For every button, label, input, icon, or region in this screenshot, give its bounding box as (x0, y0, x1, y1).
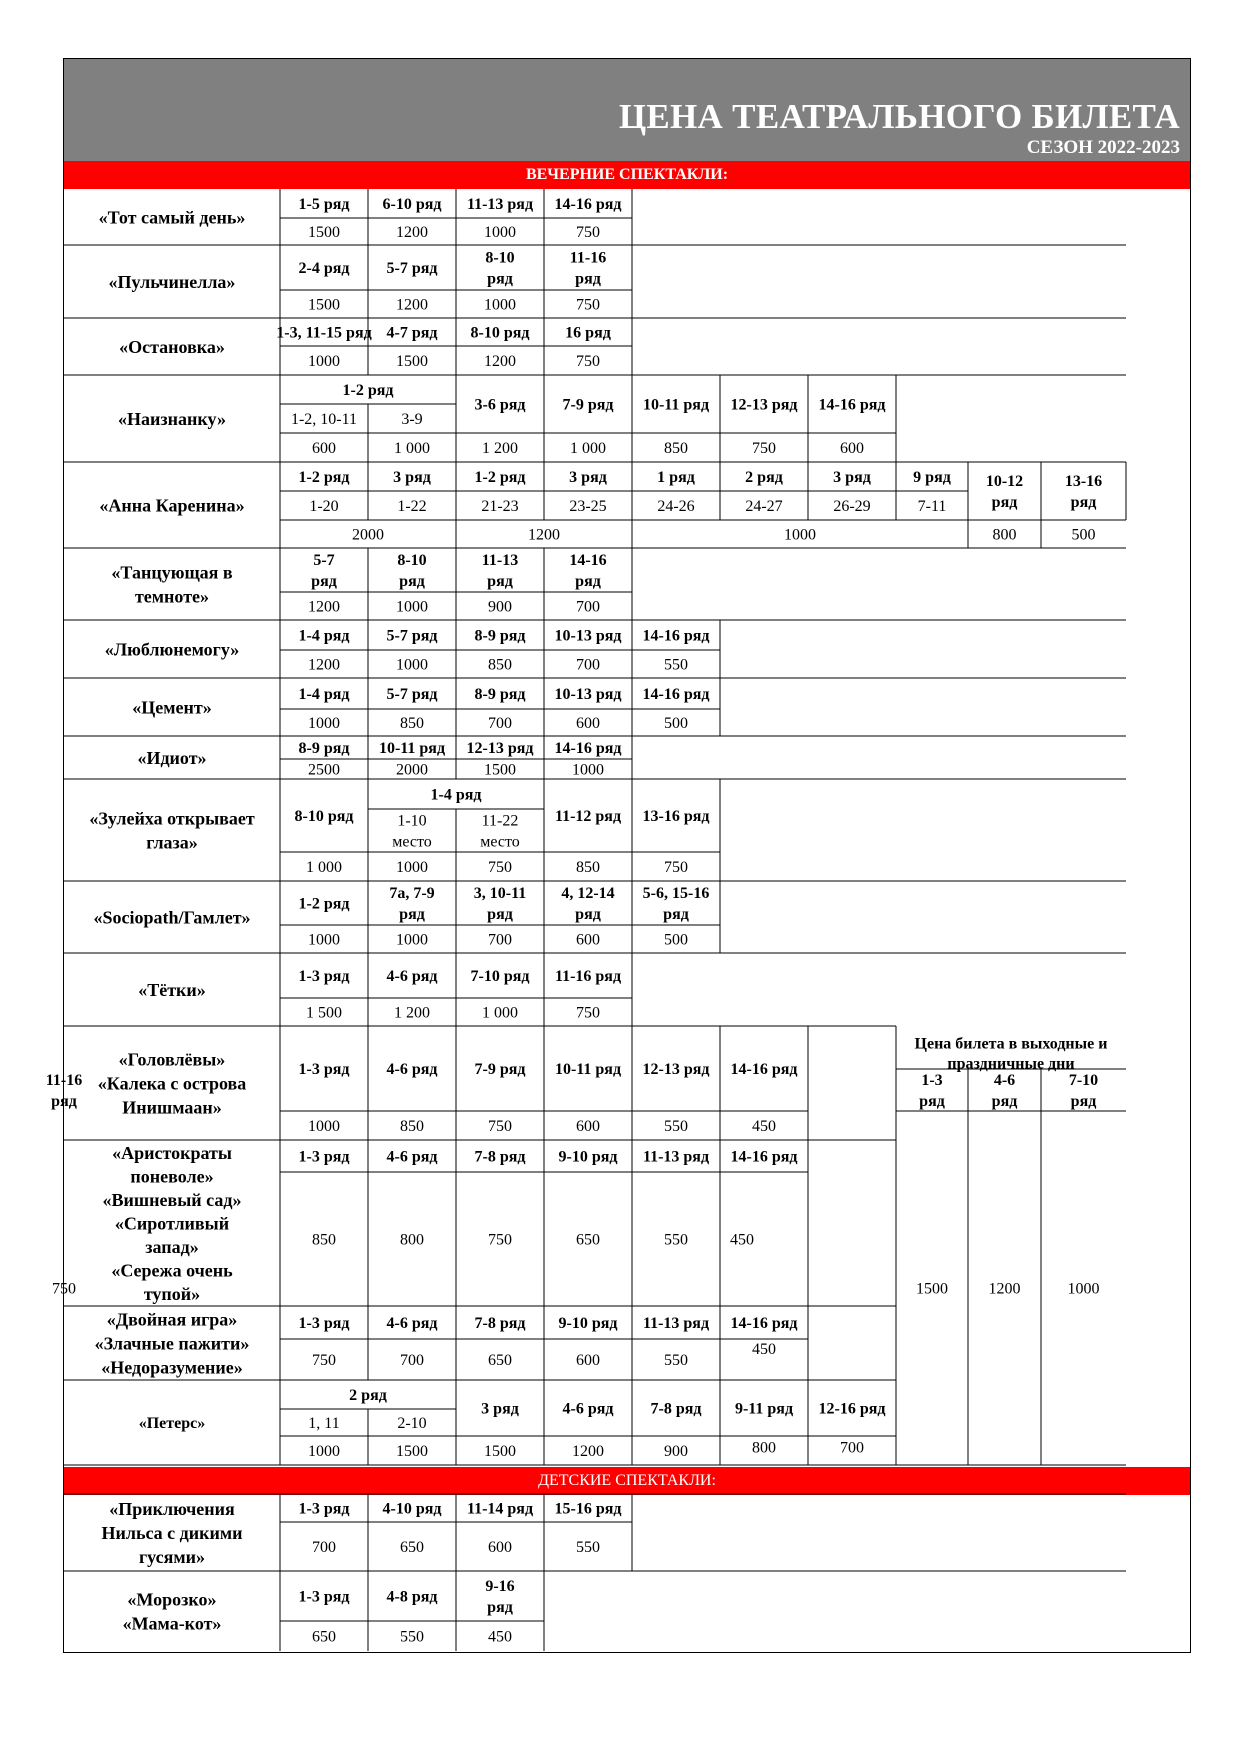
cell-text: 750 (664, 859, 688, 877)
cell-text: 14-16 ряд (554, 740, 622, 758)
cell-text: 1200 (484, 353, 516, 371)
cell-text: 2000 (352, 526, 384, 544)
cell-text: ряд (487, 906, 513, 924)
cell-text: 21-23 (481, 498, 519, 516)
cell-text: 10-13 ряд (554, 627, 622, 645)
cell-text: 14-16 ряд (730, 1148, 798, 1166)
section-children: ДЕТСКИЕ СПЕКТАКЛИ: (64, 1467, 1190, 1495)
cell-text: 450 (730, 1231, 754, 1249)
show-title: «Анна Каренина» (99, 495, 245, 516)
cell-text: 1-22 (397, 498, 427, 516)
cell-text: 7-11 (917, 498, 947, 516)
cell-text: 1000 (396, 859, 428, 877)
section-evening: ВЕЧЕРНИЕ СПЕКТАКЛИ: (64, 161, 1190, 189)
cell-text: 700 (488, 715, 512, 733)
cell-text: ряд (991, 494, 1018, 512)
cell-text: 4-6 (993, 1072, 1016, 1090)
cell-text: 9-11 ряд (734, 1400, 794, 1418)
cell-text: 700 (488, 931, 512, 949)
cell-text: 600 (840, 440, 864, 458)
cell-text: 1000 (308, 1118, 340, 1136)
show-title: «Аристократы поневоле» «Вишневый сад» «Сиротливый запад» «Сережа очень тупой» (102, 1142, 242, 1304)
cell-text: 1000 (308, 1443, 340, 1461)
cell-text: 600 (576, 1352, 600, 1370)
cell-text: 3-9 (401, 411, 423, 429)
cell-text: 1000 (308, 931, 340, 949)
cell-text: 700 (576, 656, 600, 674)
cell-text: ряд (399, 573, 425, 591)
cell-text: 26-29 (833, 498, 871, 516)
cell-text: 1 ряд (657, 469, 695, 487)
cell-text: 12-13 ряд (642, 1061, 710, 1079)
cell-text: 11-13 (481, 552, 519, 570)
cell-text: 9-10 ряд (558, 1148, 618, 1166)
cell-text: 2500 (308, 761, 340, 779)
cell-text: 12-16 ряд (818, 1400, 886, 1418)
cell-text: 11-16 ряд (554, 968, 622, 986)
cell-text: 1500 (308, 224, 340, 242)
cell-text: 1-2 ряд (474, 469, 526, 487)
cell-text: 500 (664, 931, 688, 949)
cell-text: 1200 (396, 296, 428, 314)
cell-text: 650 (312, 1628, 336, 1646)
cell-text: 1 500 (306, 1004, 342, 1022)
price-sheet (45, 58, 1191, 1653)
cell-text: 7а, 7-9 (389, 885, 435, 903)
cell-text: 9-16 (485, 1578, 515, 1596)
cell-text: 850 (576, 859, 600, 877)
cell-text: 10-11 ряд (554, 1061, 622, 1079)
show-title: «Танцующая в темноте» (111, 562, 233, 607)
cell-text: 1-3 ряд (298, 1315, 350, 1333)
cell-text: 11-13 ряд (642, 1315, 710, 1333)
cell-text: 800 (400, 1231, 424, 1249)
cell-text: 13-16 (1064, 473, 1103, 491)
cell-text: 1-5 ряд (298, 196, 350, 214)
cell-text: 650 (576, 1231, 600, 1249)
cell-text: 800 (992, 526, 1017, 544)
cell-text: 1 000 (570, 440, 606, 458)
cell-text: 24-27 (745, 498, 783, 516)
cell-text: 9-10 ряд (558, 1315, 618, 1333)
cell-text: 1-3 ряд (298, 1588, 350, 1606)
cell-text: место (392, 833, 432, 851)
cell-text: ряд (399, 906, 425, 924)
cell-text: 3 ряд (481, 1400, 519, 1418)
cell-text: 7-10 ряд (470, 968, 530, 986)
cell-text: 14-16 (569, 552, 607, 570)
season-label: СЕЗОН 2022-2023 (1026, 137, 1180, 158)
show-title: «Sociopath/Гамлет» (93, 907, 251, 928)
cell-text: 1200 (988, 1280, 1021, 1298)
cell-text: 1 200 (394, 1004, 430, 1022)
cell-text: 4-7 ряд (386, 324, 438, 342)
cell-text: 1500 (396, 353, 428, 371)
cell-text: 750 (576, 224, 600, 242)
cell-text: 7-8 ряд (474, 1148, 526, 1166)
cell-text: 550 (576, 1539, 600, 1557)
cell-text: 650 (488, 1352, 512, 1370)
cell-text: 750 (752, 440, 776, 458)
cell-text: 8-10 ряд (294, 808, 354, 826)
show-title: «Зулейха открывает глаза» (89, 808, 255, 853)
cell-text: 24-26 (657, 498, 695, 516)
cell-text: 700 (576, 598, 600, 616)
cell-text: ряд (991, 1093, 1018, 1111)
cell-text: 11-13 ряд (642, 1148, 710, 1166)
cell-text: 750 (312, 1352, 336, 1370)
cell-text: 1200 (572, 1443, 604, 1461)
cell-text: 1500 (484, 1443, 516, 1461)
show-title: «Наизнанку» (118, 408, 226, 429)
cell-text: 750 (488, 859, 512, 877)
cell-text: ряд (51, 1093, 77, 1111)
cell-text: 11-13 ряд (466, 196, 534, 214)
cell-text: ряд (487, 1599, 513, 1617)
cell-text: 1000 (396, 931, 428, 949)
cell-text: 1 000 (306, 859, 342, 877)
cell-text: 1000 (396, 656, 428, 674)
cell-text: 4-6 ряд (562, 1400, 614, 1418)
cell-text: 7-10 (1068, 1072, 1099, 1090)
cell-text: 9 ряд (913, 469, 951, 487)
cell-text: 5-6, 15-16 (642, 885, 710, 903)
cell-text: 12-13 ряд (730, 396, 798, 414)
cell-text: 23-25 (569, 498, 607, 516)
cell-text: 4-8 ряд (386, 1588, 438, 1606)
cell-text: 750 (488, 1231, 512, 1249)
cell-text: 550 (664, 1352, 688, 1370)
cell-text: 11-16 (45, 1072, 83, 1090)
cell-text: 1-10 (397, 812, 427, 830)
show-title: «Головлёвы» «Калека с острова Инишмаан» (97, 1049, 247, 1118)
cell-text: 7-8 ряд (474, 1315, 526, 1333)
cell-text: 8-10 (397, 552, 427, 570)
cell-text: 14-16 ряд (730, 1315, 798, 1333)
cell-text: ряд (575, 270, 601, 288)
cell-text: 900 (488, 598, 512, 616)
show-title: «Тот самый день» (98, 207, 246, 228)
cell-text: 14-16 ряд (642, 627, 710, 645)
cell-text: ряд (487, 573, 513, 591)
cell-text: 1500 (396, 1443, 428, 1461)
cell-text: 7-9 ряд (562, 396, 614, 414)
show-title: «Тётки» (138, 979, 206, 1000)
cell-text: 650 (400, 1539, 424, 1557)
cell-text: 1-20 (309, 498, 339, 516)
cell-text: 850 (664, 440, 688, 458)
cell-text: 1 000 (482, 1004, 518, 1022)
cell-text: 1000 (572, 761, 604, 779)
cell-text: 5-7 ряд (386, 686, 438, 704)
cell-text: 1-2 ряд (298, 895, 350, 913)
cell-text: 14-16 ряд (554, 196, 622, 214)
cell-text: 7-9 ряд (474, 1061, 526, 1079)
cell-text: 700 (840, 1439, 864, 1457)
cell-text: 1-3 ряд (298, 1061, 350, 1079)
cell-text: 2-10 (397, 1415, 427, 1433)
cell-text: 4-6 ряд (386, 968, 438, 986)
cell-text: 12-13 ряд (466, 740, 534, 758)
cell-text: 4-6 ряд (386, 1061, 438, 1079)
cell-text: 550 (400, 1628, 424, 1646)
cell-text: 1500 (916, 1280, 948, 1298)
cell-text: 7-8 ряд (650, 1400, 702, 1418)
cell-text: 450 (752, 1341, 776, 1359)
cell-text: 13-16 ряд (642, 808, 710, 826)
cell-text: 1, 11 (308, 1415, 340, 1433)
cell-text: 850 (400, 715, 424, 733)
cell-text: 4-10 ряд (382, 1500, 442, 1518)
cell-text: 10-11 ряд (378, 740, 446, 758)
page-title: ЦЕНА ТЕАТРАЛЬНОГО БИЛЕТА (618, 97, 1180, 136)
cell-text: 750 (576, 353, 600, 371)
cell-text: 8-9 ряд (474, 627, 526, 645)
cell-text: 1-4 ряд (298, 627, 350, 645)
cell-text: 1 000 (394, 440, 430, 458)
cell-text: 1000 (484, 296, 516, 314)
cell-text: 1000 (784, 526, 816, 544)
cell-text: 1-3 ряд (298, 1148, 350, 1166)
cell-text: ряд (1070, 494, 1097, 512)
cell-text: 3 ряд (393, 469, 431, 487)
cell-text: 8-9 ряд (474, 686, 526, 704)
cell-text: 700 (312, 1539, 336, 1557)
show-title: «Остановка» (119, 336, 225, 357)
cell-text: 2000 (396, 761, 428, 779)
cell-text: 750 (488, 1118, 512, 1136)
cell-text: 450 (488, 1628, 512, 1646)
cell-text: ряд (575, 906, 601, 924)
cell-text: 750 (52, 1280, 76, 1298)
cell-text: 8-9 ряд (298, 740, 350, 758)
cell-text: 14-16 ряд (818, 396, 886, 414)
cell-text: 8-10 ряд (470, 324, 530, 342)
cell-text: 1000 (308, 715, 340, 733)
cell-text: 1500 (484, 761, 516, 779)
cell-text: 1200 (308, 598, 340, 616)
show-title: «Двойная игра» «Злачные пажити» «Недоразумение» (94, 1309, 250, 1378)
show-title: «Люблюнемогу» (104, 639, 240, 660)
cell-text: 11-12 ряд (554, 808, 622, 826)
cell-text: 1-3 ряд (298, 1500, 350, 1518)
price-table (45, 59, 1190, 1652)
cell-text: 14-16 ряд (642, 686, 710, 704)
cell-text: 3 ряд (569, 469, 607, 487)
cell-text: 1-2 ряд (342, 382, 394, 400)
cell-text: 4, 12-14 (561, 885, 615, 903)
cell-text: 3, 10-11 (473, 885, 527, 903)
cell-text: 1000 (484, 224, 516, 242)
cell-text: 800 (752, 1439, 776, 1457)
cell-text: 1200 (308, 656, 340, 674)
cell-text: 2 ряд (349, 1387, 387, 1405)
cell-text: 500 (664, 715, 688, 733)
cell-text: 850 (312, 1231, 336, 1249)
cell-text: 500 (1071, 526, 1096, 544)
show-title: «Петерс» (138, 1415, 206, 1433)
cell-text: 4-6 ряд (386, 1315, 438, 1333)
cell-text: 15-16 ряд (554, 1500, 622, 1518)
cell-text: 10-11 ряд (642, 396, 710, 414)
cell-text: 6-10 ряд (382, 196, 442, 214)
cell-text: 850 (400, 1118, 424, 1136)
cell-text: 1-4 ряд (430, 786, 482, 804)
cell-text: ряд (487, 270, 513, 288)
cell-text: 1-2, 10-11 (290, 411, 358, 429)
cell-text: ряд (919, 1093, 945, 1111)
cell-text: 1 200 (482, 440, 518, 458)
show-title: «Приключения Нильса с дикими гусями» (101, 1498, 243, 1567)
cell-text: 10-12 (985, 473, 1024, 491)
show-title: «Морозко» «Мама-кот» (122, 1589, 222, 1634)
cell-text: 1-3, 11-15 ряд (276, 324, 372, 342)
cell-text: 11-14 ряд (466, 1500, 534, 1518)
cell-text: 600 (488, 1539, 512, 1557)
show-title: «Идиот» (137, 747, 207, 768)
cell-text: 1200 (396, 224, 428, 242)
cell-text: ряд (575, 573, 601, 591)
cell-text: 10-13 ряд (554, 686, 622, 704)
cell-text: 5-7 ряд (386, 260, 438, 278)
cell-text: 1500 (308, 296, 340, 314)
cell-text: 8-10 (485, 249, 515, 267)
cell-text: 850 (488, 656, 512, 674)
cell-text: 750 (576, 1004, 600, 1022)
cell-text: 750 (576, 296, 600, 314)
cell-text: 11-16 (569, 249, 607, 267)
cell-text: 11-22 (481, 812, 519, 830)
cell-text: 450 (752, 1118, 776, 1136)
cell-text: 550 (664, 656, 688, 674)
cell-text: 3 ряд (833, 469, 871, 487)
cell-text: 3-6 ряд (474, 396, 526, 414)
cell-text: 1-3 ряд (298, 968, 350, 986)
cell-text: 1200 (528, 526, 560, 544)
cell-text: 4-6 ряд (386, 1148, 438, 1166)
show-title: «Цемент» (132, 697, 212, 718)
cell-text: ряд (311, 573, 337, 591)
cell-text: 1-3 (921, 1072, 943, 1090)
cell-text: 900 (664, 1443, 688, 1461)
weekend-title: праздничные дни (947, 1055, 1075, 1073)
cell-text: 700 (400, 1352, 424, 1370)
cell-text: 600 (576, 931, 600, 949)
cell-text: 1000 (308, 353, 340, 371)
cell-text: 1-2 ряд (298, 469, 350, 487)
cell-text: 5-7 (313, 552, 335, 570)
weekend-title: Цена билета в выходные и (914, 1035, 1108, 1053)
cell-text: 600 (576, 1118, 600, 1136)
cell-text: 600 (312, 440, 336, 458)
cell-text: 550 (664, 1231, 688, 1249)
cell-text: ряд (663, 906, 689, 924)
cell-text: 1000 (396, 598, 428, 616)
cell-text: 2 ряд (745, 469, 783, 487)
cell-text: 600 (576, 715, 600, 733)
cell-text: 14-16 ряд (730, 1061, 798, 1079)
cell-text: ряд (1070, 1093, 1097, 1111)
cell-text: 2-4 ряд (298, 260, 350, 278)
cell-text: 5-7 ряд (386, 627, 438, 645)
cell-text: 16 ряд (565, 324, 611, 342)
cell-text: 1000 (1067, 1280, 1100, 1298)
cell-text: 1-4 ряд (298, 686, 350, 704)
cell-text: место (480, 833, 520, 851)
cell-text: 550 (664, 1118, 688, 1136)
show-title: «Пульчинелла» (108, 271, 236, 292)
